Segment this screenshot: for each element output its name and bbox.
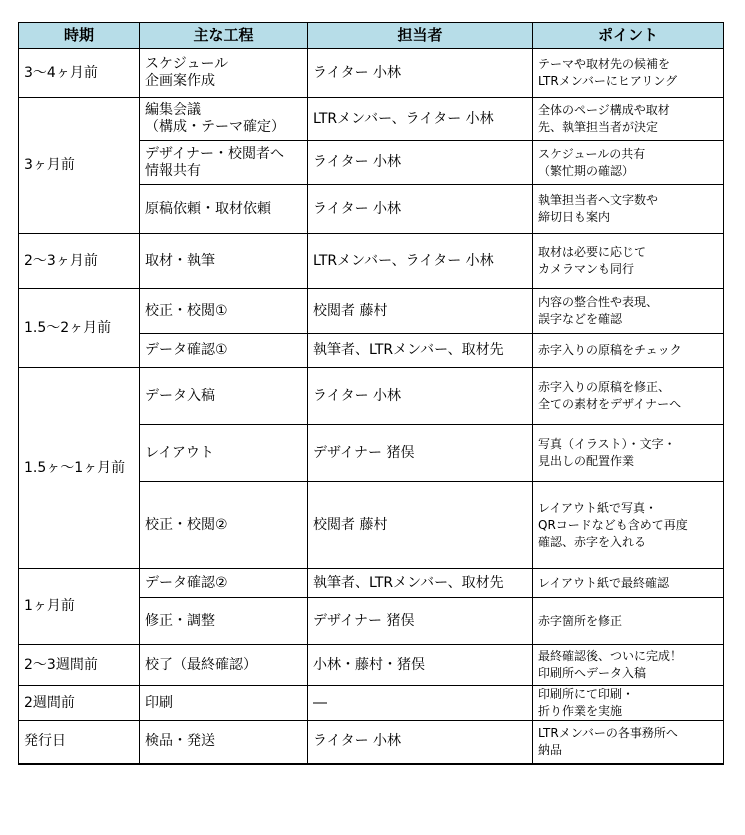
header-person: 担当者: [308, 23, 533, 49]
process-cell: 校正・校閲①: [140, 289, 308, 334]
person-cell: ライター 小林: [308, 721, 533, 764]
person-cell: LTRメンバー、ライター 小林: [308, 98, 533, 141]
point-cell: スケジュールの共有 （繁忙期の確認）: [533, 141, 724, 185]
person-cell: LTRメンバー、ライター 小林: [308, 234, 533, 289]
header-process: 主な工程: [140, 23, 308, 49]
period-cell: 1.5～2ヶ月前: [19, 289, 140, 368]
process-cell: 修正・調整: [140, 598, 308, 645]
period-cell: 3～4ヶ月前: [19, 49, 140, 98]
table-row: [19, 289, 724, 334]
period-cell: 2～3週間前: [19, 645, 140, 686]
header-row: [19, 23, 724, 49]
point-cell: 赤字入りの原稿をチェック: [533, 334, 724, 368]
point-cell: 印刷所にて印刷・ 折り作業を実施: [533, 686, 724, 721]
process-cell: 校了（最終確認）: [140, 645, 308, 686]
period-cell: 3ヶ月前: [19, 98, 140, 234]
point-cell: 写真（イラスト）・文字・ 見出しの配置作業: [533, 425, 724, 482]
point-cell: 赤字入りの原稿を修正、 全ての素材をデザイナーへ: [533, 368, 724, 425]
table-row: [19, 569, 724, 598]
process-cell: データ確認①: [140, 334, 308, 368]
process-cell: データ確認②: [140, 569, 308, 598]
header-point: ポイント: [533, 23, 724, 49]
person-cell: ―: [308, 686, 533, 721]
process-cell: 原稿依頼・取材依頼: [140, 185, 308, 234]
person-cell: 校閲者 藤村: [308, 482, 533, 569]
process-cell: レイアウト: [140, 425, 308, 482]
period-cell: 1ヶ月前: [19, 569, 140, 645]
schedule-body: [19, 49, 724, 764]
point-cell: 執筆担当者へ文字数や 締切日も案内: [533, 185, 724, 234]
point-cell: 内容の整合性や表現、 誤字などを確認: [533, 289, 724, 334]
period-cell: 2週間前: [19, 686, 140, 721]
person-cell: ライター 小林: [308, 49, 533, 98]
person-cell: ライター 小林: [308, 368, 533, 425]
process-cell: デザイナー・校閲者へ 情報共有: [140, 141, 308, 185]
point-cell: 赤字箇所を修正: [533, 598, 724, 645]
point-cell: レイアウト紙で最終確認: [533, 569, 724, 598]
header-period: 時期: [19, 23, 140, 49]
process-cell: スケジュール 企画案作成: [140, 49, 308, 98]
point-cell: 取材は必要に応じて カメラマンも同行: [533, 234, 724, 289]
point-cell: 最終確認後、ついに完成！ 印刷所へデータ入稿: [533, 645, 724, 686]
person-cell: ライター 小林: [308, 141, 533, 185]
schedule-table: [18, 22, 724, 765]
point-cell: LTRメンバーの各事務所へ 納品: [533, 721, 724, 764]
person-cell: 執筆者、LTRメンバー、取材先: [308, 569, 533, 598]
table-row: [19, 686, 724, 721]
table-row: [19, 49, 724, 98]
period-cell: 発行日: [19, 721, 140, 764]
process-cell: 編集会議 （構成・テーマ確定）: [140, 98, 308, 141]
process-cell: 取材・執筆: [140, 234, 308, 289]
table-row: [19, 368, 724, 425]
person-cell: デザイナー 猪俣: [308, 425, 533, 482]
process-cell: 検品・発送: [140, 721, 308, 764]
person-cell: 小林・藤村・猪俣: [308, 645, 533, 686]
table-row: [19, 721, 724, 764]
person-cell: 校閲者 藤村: [308, 289, 533, 334]
period-cell: 1.5ヶ～1ヶ月前: [19, 368, 140, 569]
person-cell: ライター 小林: [308, 185, 533, 234]
point-cell: レイアウト紙で写真・ QRコードなども含めて再度 確認、赤字を入れる: [533, 482, 724, 569]
person-cell: 執筆者、LTRメンバー、取材先: [308, 334, 533, 368]
process-cell: データ入稿: [140, 368, 308, 425]
person-cell: デザイナー 猪俣: [308, 598, 533, 645]
period-cell: 2～3ヶ月前: [19, 234, 140, 289]
point-cell: テーマや取材先の候補を LTRメンバーにヒアリング: [533, 49, 724, 98]
table-row: [19, 98, 724, 141]
process-cell: 印刷: [140, 686, 308, 721]
table-row: [19, 234, 724, 289]
table-row: [19, 645, 724, 686]
process-cell: 校正・校閲②: [140, 482, 308, 569]
point-cell: 全体のページ構成や取材 先、執筆担当者が決定: [533, 98, 724, 141]
